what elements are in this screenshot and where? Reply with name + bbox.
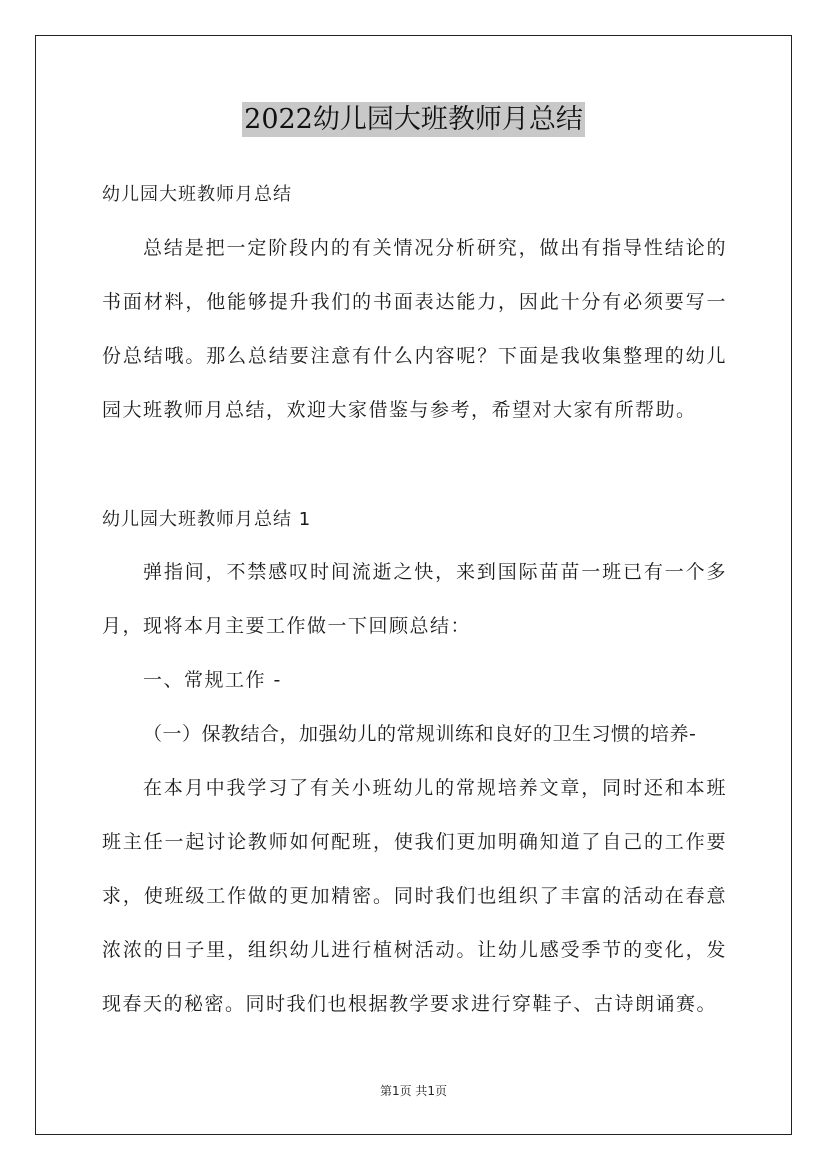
section-1-para2-line-1: 在本月中我学习了有关小班幼儿的常规培养文章，同时还和本班 — [143, 777, 727, 799]
intro-line-2: 书面材料，他能够提升我们的书面表达能力，因此十分有必须要写一 — [102, 291, 727, 313]
intro-line-3: 份总结哦。那么总结要注意有什么内容呢？下面是我收集整理的幼儿 — [102, 345, 727, 367]
document-title — [0, 100, 827, 140]
section-1-para2-line-4: 浓浓的日子里，组织幼儿进行植树活动。让幼儿感受季节的变化，发 — [102, 939, 727, 961]
intro-line-1: 总结是把一定阶段内的有关情况分析研究，做出有指导性结论的 — [143, 237, 727, 259]
document-subtitle: 幼儿园大班教师月总结 — [102, 184, 292, 205]
section-1-para2-line-5: 现春天的秘密。同时我们也根据教学要求进行穿鞋子、古诗朗诵赛。 — [102, 993, 718, 1015]
section-1-item-1: 一、常规工作 - — [143, 669, 282, 691]
section-1-para1-line-1: 弹指间，不禁感叹时间流逝之快，来到国际苗苗一班已有一个多 — [143, 561, 727, 583]
section-1-para2-line-3: 求，使班级工作做的更加精密。同时我们也组织了丰富的活动在春意 — [102, 885, 727, 907]
section-1-item-1-sub: （一）保教结合，加强幼儿的常规训练和良好的卫生习惯的培养- — [143, 723, 697, 745]
section-1-para2-line-2: 班主任一起讨论教师如何配班，使我们更加明确知道了自己的工作要 — [102, 831, 727, 853]
document-title-text: 2022幼儿园大班教师月总结 — [244, 104, 583, 135]
page-number-footer: 第1页 共1页 — [379, 1084, 448, 1098]
section-1-heading: 幼儿园大班教师月总结 1 — [102, 509, 312, 530]
intro-line-4: 园大班教师月总结，欢迎大家借鉴与参考，希望对大家有所帮助。 — [102, 399, 697, 421]
section-1-para1-line-2: 月，现将本月主要工作做一下回顾总结： — [102, 615, 472, 637]
